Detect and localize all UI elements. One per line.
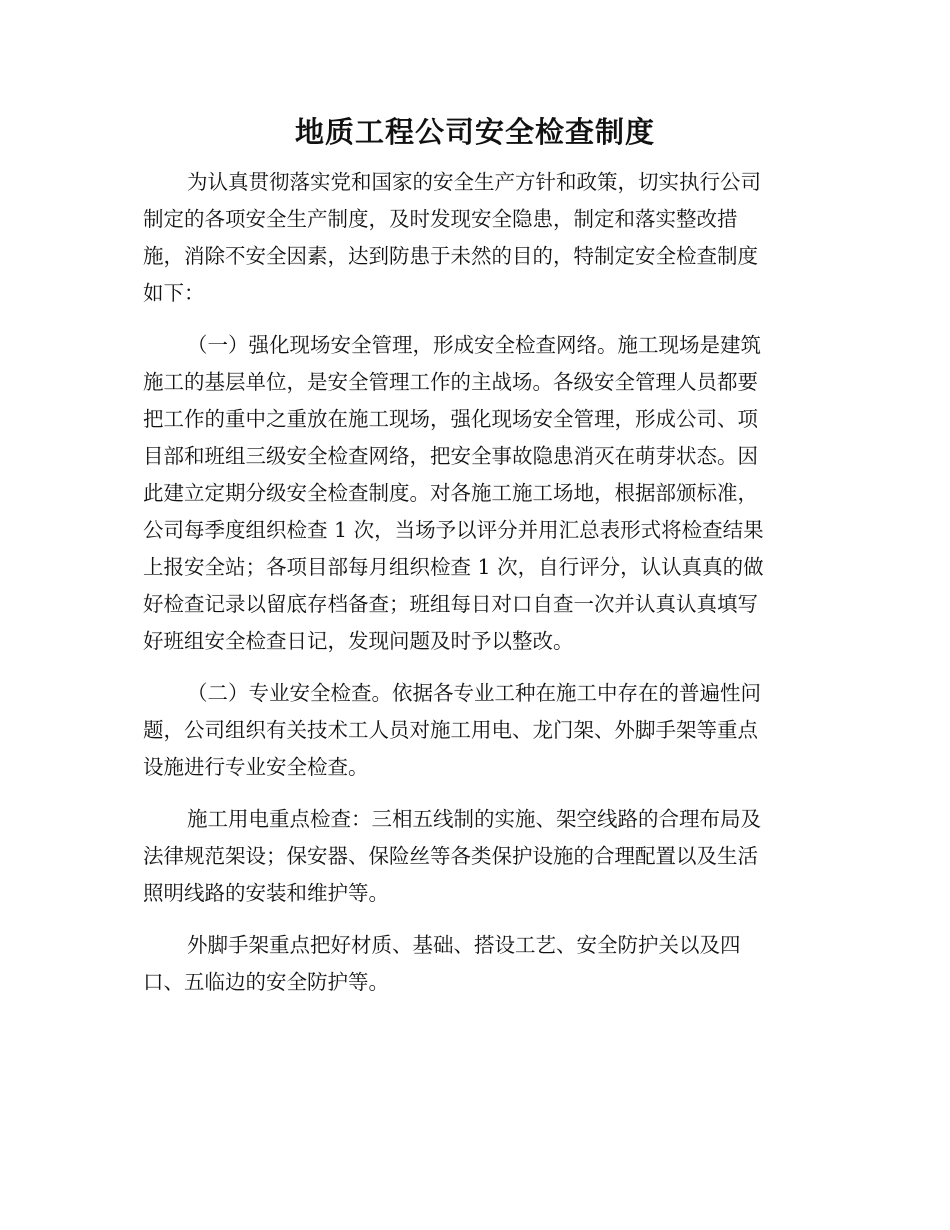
paragraph-line: 照明线路的安装和维护等。 bbox=[143, 881, 389, 905]
paragraph-gap bbox=[143, 312, 795, 327]
paragraph-line: 施工的基层单位，是安全管理工作的主战场。各级安全管理人员都要 bbox=[143, 370, 758, 394]
paragraph-line: 外脚手架重点把好材质、基础、搭设工艺、安全防护关以及四 bbox=[187, 933, 741, 957]
paragraph-section-one bbox=[143, 327, 795, 660]
paragraph-line: 如下： bbox=[143, 281, 205, 305]
paragraph-line: 好班组安全检查日记，发现问题及时予以整改。 bbox=[143, 629, 574, 653]
paragraph-line: （二）专业安全检查。依据各专业工种在施工中存在的普遍性问 bbox=[187, 681, 761, 705]
paragraph-line: 施，消除不安全因素，达到防患于未然的目的，特制定安全检查制度 bbox=[143, 244, 758, 268]
paragraph-line: 好检查记录以留底存档备查；班组每日对口自查一次并认真认真填写 bbox=[143, 592, 758, 616]
paragraph-line: 上报安全站；各项目部每月组织检查 1 次，自行评分，认认真真的做 bbox=[143, 555, 764, 579]
paragraph-line: 设施进行专业安全检查。 bbox=[143, 755, 369, 779]
paragraph-line: 题，公司组织有关技术工人员对施工用电、龙门架、外脚手架等重点 bbox=[143, 718, 758, 742]
paragraph-section-two bbox=[143, 675, 795, 786]
paragraph-line: 施工用电重点检查：三相五线制的实施、架空线路的合理布局及 bbox=[187, 807, 761, 831]
paragraph-line: 此建立定期分级安全检查制度。对各施工施工场地，根据部颁标准， bbox=[143, 481, 758, 505]
paragraph-line: 为认真贯彻落实党和国家的安全生产方针和政策，切实执行公司 bbox=[187, 170, 761, 194]
paragraph-scaffold-check bbox=[143, 927, 795, 1001]
document-title: 地质工程公司安全检查制度 bbox=[294, 115, 655, 149]
paragraph-gap bbox=[143, 660, 795, 675]
paragraph-line: （一）强化现场安全管理，形成安全检查网络。施工现场是建筑 bbox=[187, 333, 761, 357]
paragraph-gap bbox=[143, 912, 795, 927]
paragraph-line: 法律规范架设；保安器、保险丝等各类保护设施的合理配置以及生活 bbox=[143, 844, 758, 868]
paragraph-gap bbox=[143, 786, 795, 801]
paragraph-line: 制定的各项安全生产制度，及时发现安全隐患，制定和落实整改措 bbox=[143, 207, 738, 231]
paragraph-line: 把工作的重中之重放在施工现场，强化现场安全管理，形成公司、项 bbox=[143, 407, 758, 431]
paragraph-intro bbox=[143, 164, 795, 312]
paragraph-line: 口、五临边的安全防护等。 bbox=[143, 970, 389, 994]
paragraph-line: 公司每季度组织检查 1 次，当场予以评分并用汇总表形式将检查结果 bbox=[143, 518, 764, 542]
paragraph-electrical-check bbox=[143, 801, 795, 912]
paragraph-line: 目部和班组三级安全检查网络，把安全事故隐患消灭在萌芽状态。因 bbox=[143, 444, 758, 468]
document-body bbox=[143, 164, 795, 1001]
